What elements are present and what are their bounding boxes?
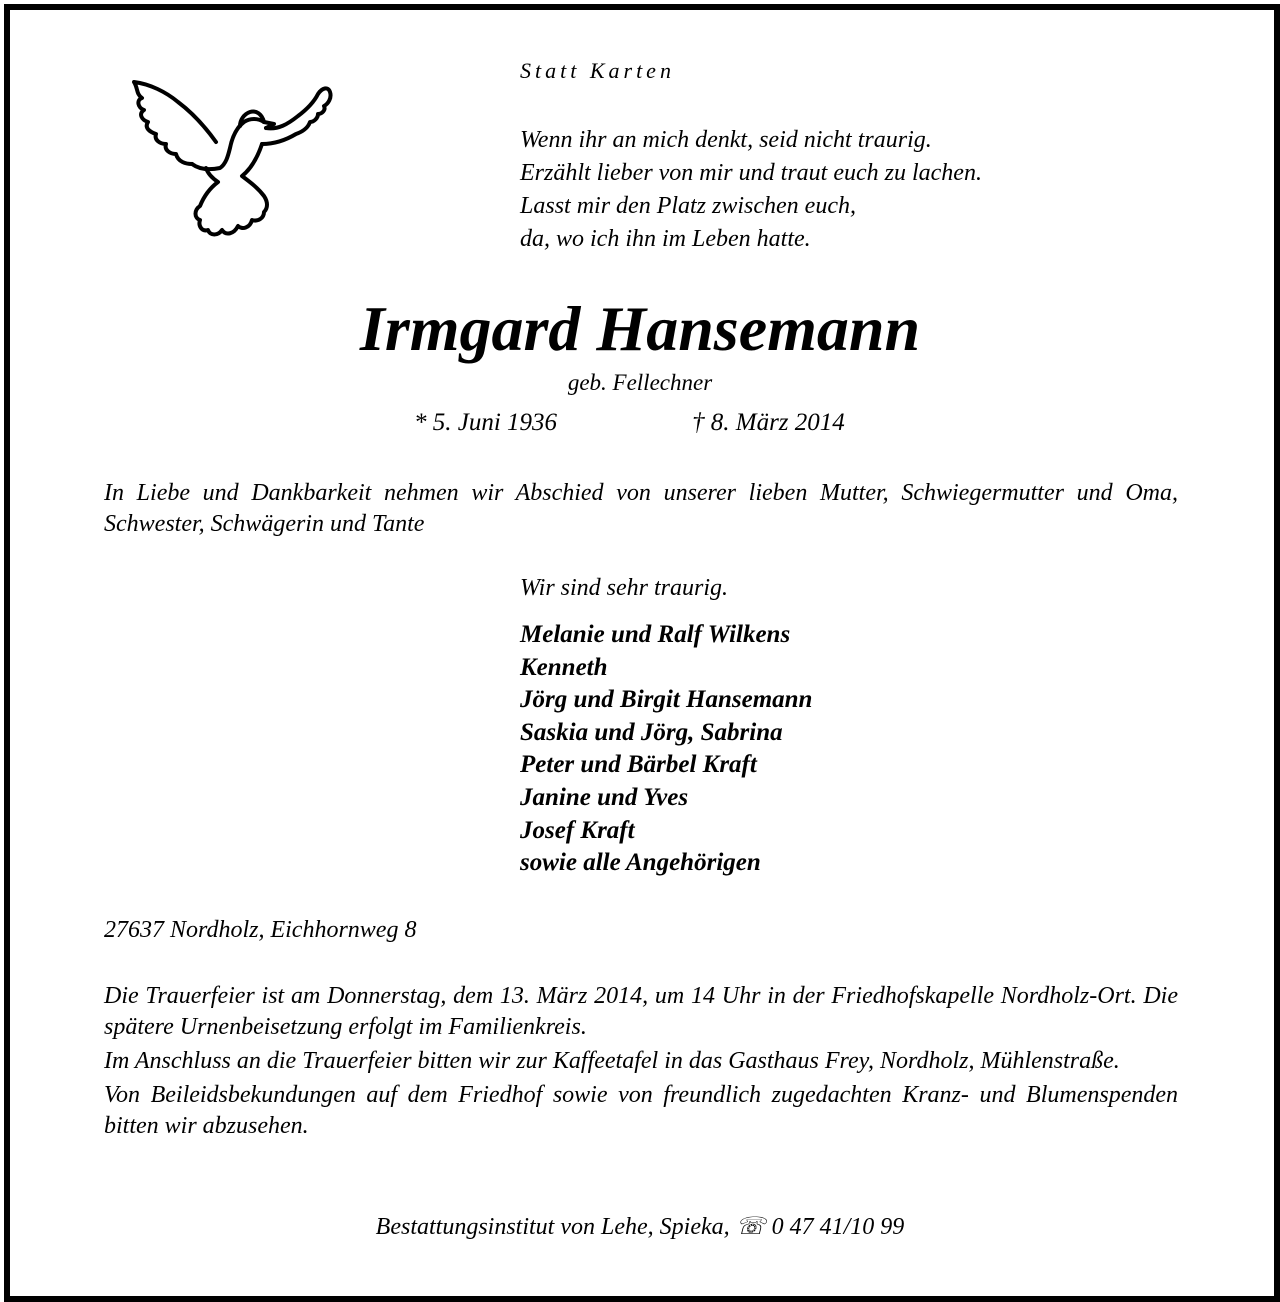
mourner: sowie alle Angehörigen <box>520 849 761 877</box>
mourner: Saskia und Jörg, Sabrina <box>520 718 783 746</box>
sad-line: Wir sind sehr traurig. <box>520 575 729 601</box>
poem-line: da, wo ich ihn im Leben hatte. <box>520 226 811 252</box>
undertaker-line: Bestattungsinstitut von Lehe, Spieka, ☏ 0 47 41/10 99 <box>375 1214 905 1240</box>
poem <box>520 124 982 256</box>
dove-icon <box>128 78 334 248</box>
death-date: † 8. März 2014 <box>692 409 845 436</box>
farewell-text: In Liebe und Dankbarkeit nehmen wir Abschied von unserer lieben Mutter, Schwiegermutter und Oma, Schwester, Schwägerin und Tante <box>104 480 1178 537</box>
mourner: Peter und Bärbel Kraft <box>520 751 757 779</box>
ceremony-note: Im Anschluss an die Trauerfeier bitten wir zur Kaffeetafel in das Gasthaus Frey, Nordholz, Mühlenstraße. <box>104 1048 1120 1074</box>
mourner: Jörg und Birgit Hansemann <box>520 686 813 714</box>
birth-date: * 5. Juni 1936 <box>414 409 558 436</box>
mourner: Janine und Yves <box>520 783 689 811</box>
deceased-name: Irmgard Hansemann <box>359 293 921 364</box>
poem-line: Wenn ihr an mich denkt, seid nicht traurig. <box>520 127 932 153</box>
mourner: Melanie und Ralf Wilkens <box>520 621 791 648</box>
statt-karten-label: Statt Karten <box>520 58 675 83</box>
mourner: Kenneth <box>520 653 608 681</box>
ceremony-notes <box>104 981 1178 1145</box>
ceremony-note: Von Beileidsbekundungen auf dem Friedhof sowie von freundlich zugedachten Kranz- und Blumenspenden bitten wir abzusehen. <box>104 1082 1178 1139</box>
family-address: 27637 Nordholz, Eichhornweg 8 <box>104 917 417 943</box>
poem-line: Erzählt lieber von mir und traut euch zu lachen. <box>520 160 982 186</box>
mourner: Josef Kraft <box>520 816 635 844</box>
birth-name: geb. Fellechner <box>567 370 713 395</box>
poem-line: Lasst mir den Platz zwischen euch, <box>520 193 856 219</box>
ceremony-note: Die Trauerfeier ist am Donnerstag, dem 13. März 2014, um 14 Uhr in der Friedhofskapelle Nordholz-Ort. Die spätere Urnenbeisetzung erfolgt im Familienkreis. <box>104 983 1178 1040</box>
mourners-list <box>520 619 812 880</box>
